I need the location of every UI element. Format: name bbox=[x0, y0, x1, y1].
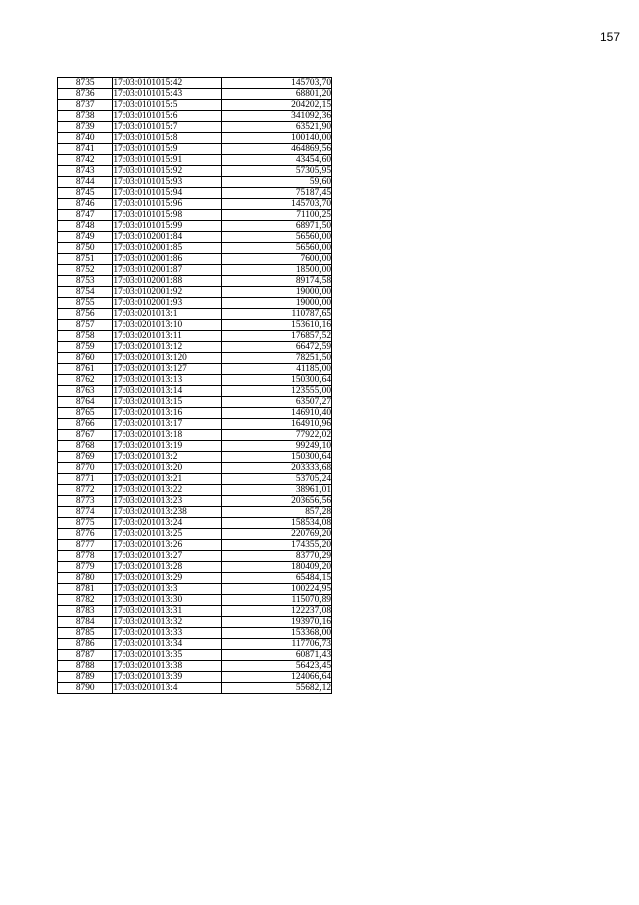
table-row bbox=[58, 144, 332, 155]
amount-cell: 193970,16 bbox=[222, 617, 332, 628]
amount-cell: 71100,25 bbox=[222, 210, 332, 221]
row-number-cell: 8780 bbox=[58, 573, 113, 584]
amount-cell: 145703,70 bbox=[222, 78, 332, 89]
table-row bbox=[58, 221, 332, 232]
row-number-cell: 8770 bbox=[58, 463, 113, 474]
amount-cell: 65484,15 bbox=[222, 573, 332, 584]
row-number-cell: 8759 bbox=[58, 342, 113, 353]
row-number-cell: 8749 bbox=[58, 232, 113, 243]
cadastral-code-cell: 17:03:0201013:13 bbox=[113, 375, 222, 386]
cadastral-code-cell: 17:03:0102001:92 bbox=[113, 287, 222, 298]
row-number-cell: 8738 bbox=[58, 111, 113, 122]
amount-cell: 68801,20 bbox=[222, 89, 332, 100]
row-number-cell: 8754 bbox=[58, 287, 113, 298]
row-number-cell: 8781 bbox=[58, 584, 113, 595]
table-row bbox=[58, 661, 332, 672]
table-row bbox=[58, 441, 332, 452]
cadastral-code-cell: 17:03:0101015:7 bbox=[113, 122, 222, 133]
cadastral-code-cell: 17:03:0201013:35 bbox=[113, 650, 222, 661]
table-row bbox=[58, 518, 332, 529]
cadastral-code-cell: 17:03:0101015:43 bbox=[113, 89, 222, 100]
amount-cell: 220769,20 bbox=[222, 529, 332, 540]
table-row bbox=[58, 496, 332, 507]
table-row bbox=[58, 507, 332, 518]
table-row bbox=[58, 386, 332, 397]
cadastral-code-cell: 17:03:0201013:33 bbox=[113, 628, 222, 639]
table-row bbox=[58, 133, 332, 144]
row-number-cell: 8750 bbox=[58, 243, 113, 254]
amount-cell: 78251,50 bbox=[222, 353, 332, 364]
cadastral-code-cell: 17:03:0101015:93 bbox=[113, 177, 222, 188]
cadastral-code-cell: 17:03:0101015:96 bbox=[113, 199, 222, 210]
amount-cell: 115070,89 bbox=[222, 595, 332, 606]
amount-cell: 19000,00 bbox=[222, 298, 332, 309]
table-row bbox=[58, 595, 332, 606]
amount-cell: 100140,00 bbox=[222, 133, 332, 144]
amount-cell: 150300,64 bbox=[222, 375, 332, 386]
table-row bbox=[58, 100, 332, 111]
row-number-cell: 8761 bbox=[58, 364, 113, 375]
table-row bbox=[58, 628, 332, 639]
table-row bbox=[58, 111, 332, 122]
amount-cell: 174355,20 bbox=[222, 540, 332, 551]
row-number-cell: 8743 bbox=[58, 166, 113, 177]
amount-cell: 43454,60 bbox=[222, 155, 332, 166]
table-row bbox=[58, 243, 332, 254]
cadastral-code-cell: 17:03:0101015:94 bbox=[113, 188, 222, 199]
amount-cell: 7600,00 bbox=[222, 254, 332, 265]
cadastral-code-cell: 17:03:0201013:10 bbox=[113, 320, 222, 331]
row-number-cell: 8752 bbox=[58, 265, 113, 276]
row-number-cell: 8763 bbox=[58, 386, 113, 397]
row-number-cell: 8745 bbox=[58, 188, 113, 199]
cadastral-code-cell: 17:03:0201013:14 bbox=[113, 386, 222, 397]
amount-cell: 153368,00 bbox=[222, 628, 332, 639]
row-number-cell: 8790 bbox=[58, 683, 113, 694]
row-number-cell: 8748 bbox=[58, 221, 113, 232]
table-row bbox=[58, 584, 332, 595]
row-number-cell: 8753 bbox=[58, 276, 113, 287]
row-number-cell: 8757 bbox=[58, 320, 113, 331]
row-number-cell: 8744 bbox=[58, 177, 113, 188]
cadastral-code-cell: 17:03:0201013:127 bbox=[113, 364, 222, 375]
amount-cell: 57305,95 bbox=[222, 166, 332, 177]
amount-cell: 122237,08 bbox=[222, 606, 332, 617]
table-row bbox=[58, 199, 332, 210]
row-number-cell: 8760 bbox=[58, 353, 113, 364]
cadastral-code-cell: 17:03:0101015:98 bbox=[113, 210, 222, 221]
cadastral-code-cell: 17:03:0201013:23 bbox=[113, 496, 222, 507]
row-number-cell: 8774 bbox=[58, 507, 113, 518]
row-number-cell: 8772 bbox=[58, 485, 113, 496]
row-number-cell: 8784 bbox=[58, 617, 113, 628]
amount-cell: 56560,00 bbox=[222, 243, 332, 254]
amount-cell: 146910,40 bbox=[222, 408, 332, 419]
table-row bbox=[58, 606, 332, 617]
row-number-cell: 8756 bbox=[58, 309, 113, 320]
table-row bbox=[58, 672, 332, 683]
amount-cell: 75187,45 bbox=[222, 188, 332, 199]
cadastral-code-cell: 17:03:0102001:87 bbox=[113, 265, 222, 276]
table-row bbox=[58, 287, 332, 298]
cadastral-code-cell: 17:03:0201013:20 bbox=[113, 463, 222, 474]
table-row bbox=[58, 375, 332, 386]
row-number-cell: 8747 bbox=[58, 210, 113, 221]
table-row bbox=[58, 265, 332, 276]
table-row bbox=[58, 430, 332, 441]
row-number-cell: 8737 bbox=[58, 100, 113, 111]
row-number-cell: 8783 bbox=[58, 606, 113, 617]
amount-cell: 99249,10 bbox=[222, 441, 332, 452]
amount-cell: 38961,01 bbox=[222, 485, 332, 496]
cadastral-code-cell: 17:03:0201013:24 bbox=[113, 518, 222, 529]
row-number-cell: 8735 bbox=[58, 78, 113, 89]
table-row bbox=[58, 342, 332, 353]
amount-cell: 203656,56 bbox=[222, 496, 332, 507]
cadastral-code-cell: 17:03:0201013:1 bbox=[113, 309, 222, 320]
amount-cell: 53705,24 bbox=[222, 474, 332, 485]
table-row bbox=[58, 188, 332, 199]
row-number-cell: 8755 bbox=[58, 298, 113, 309]
cadastral-code-cell: 17:03:0201013:39 bbox=[113, 672, 222, 683]
cadastral-code-cell: 17:03:0201013:25 bbox=[113, 529, 222, 540]
cadastral-code-cell: 17:03:0201013:21 bbox=[113, 474, 222, 485]
amount-cell: 153610,16 bbox=[222, 320, 332, 331]
amount-cell: 41185,00 bbox=[222, 364, 332, 375]
amount-cell: 117706,73 bbox=[222, 639, 332, 650]
amount-cell: 341092,36 bbox=[222, 111, 332, 122]
amount-cell: 464869,56 bbox=[222, 144, 332, 155]
row-number-cell: 8758 bbox=[58, 331, 113, 342]
row-number-cell: 8773 bbox=[58, 496, 113, 507]
row-number-cell: 8740 bbox=[58, 133, 113, 144]
amount-cell: 55682,12 bbox=[222, 683, 332, 694]
cadastral-code-cell: 17:03:0201013:18 bbox=[113, 430, 222, 441]
amount-cell: 18500,00 bbox=[222, 265, 332, 276]
table-row bbox=[58, 320, 332, 331]
row-number-cell: 8779 bbox=[58, 562, 113, 573]
amount-cell: 66472,59 bbox=[222, 342, 332, 353]
cadastral-code-cell: 17:03:0101015:9 bbox=[113, 144, 222, 155]
cadastral-code-cell: 17:03:0101015:8 bbox=[113, 133, 222, 144]
row-number-cell: 8751 bbox=[58, 254, 113, 265]
cadastral-code-cell: 17:03:0201013:19 bbox=[113, 441, 222, 452]
row-number-cell: 8788 bbox=[58, 661, 113, 672]
cadastral-code-cell: 17:03:0201013:238 bbox=[113, 507, 222, 518]
row-number-cell: 8766 bbox=[58, 419, 113, 430]
cadastral-code-cell: 17:03:0201013:26 bbox=[113, 540, 222, 551]
table-row bbox=[58, 419, 332, 430]
table-row bbox=[58, 573, 332, 584]
amount-cell: 124066,64 bbox=[222, 672, 332, 683]
table-row bbox=[58, 254, 332, 265]
table-row bbox=[58, 177, 332, 188]
table-row bbox=[58, 529, 332, 540]
row-number-cell: 8767 bbox=[58, 430, 113, 441]
data-table bbox=[57, 77, 332, 694]
amount-cell: 89174,58 bbox=[222, 276, 332, 287]
table-row bbox=[58, 89, 332, 100]
amount-cell: 77922,02 bbox=[222, 430, 332, 441]
cadastral-code-cell: 17:03:0201013:11 bbox=[113, 331, 222, 342]
page-number: 157 bbox=[599, 30, 620, 44]
cadastral-code-cell: 17:03:0102001:86 bbox=[113, 254, 222, 265]
table-row bbox=[58, 276, 332, 287]
cadastral-code-cell: 17:03:0201013:2 bbox=[113, 452, 222, 463]
cadastral-code-cell: 17:03:0101015:42 bbox=[113, 78, 222, 89]
cadastral-code-cell: 17:03:0201013:3 bbox=[113, 584, 222, 595]
table-row bbox=[58, 397, 332, 408]
cadastral-code-cell: 17:03:0101015:6 bbox=[113, 111, 222, 122]
row-number-cell: 8768 bbox=[58, 441, 113, 452]
cadastral-code-cell: 17:03:0201013:31 bbox=[113, 606, 222, 617]
row-number-cell: 8746 bbox=[58, 199, 113, 210]
amount-cell: 100224,95 bbox=[222, 584, 332, 595]
amount-cell: 56560,00 bbox=[222, 232, 332, 243]
row-number-cell: 8742 bbox=[58, 155, 113, 166]
row-number-cell: 8775 bbox=[58, 518, 113, 529]
cadastral-code-cell: 17:03:0201013:17 bbox=[113, 419, 222, 430]
amount-cell: 19000,00 bbox=[222, 287, 332, 298]
table-row bbox=[58, 485, 332, 496]
cadastral-code-cell: 17:03:0201013:27 bbox=[113, 551, 222, 562]
amount-cell: 180409,20 bbox=[222, 562, 332, 573]
row-number-cell: 8782 bbox=[58, 595, 113, 606]
cadastral-code-cell: 17:03:0201013:120 bbox=[113, 353, 222, 364]
table-row bbox=[58, 617, 332, 628]
cadastral-code-cell: 17:03:0102001:93 bbox=[113, 298, 222, 309]
cadastral-code-cell: 17:03:0201013:15 bbox=[113, 397, 222, 408]
row-number-cell: 8771 bbox=[58, 474, 113, 485]
cadastral-code-cell: 17:03:0102001:84 bbox=[113, 232, 222, 243]
cadastral-code-cell: 17:03:0101015:92 bbox=[113, 166, 222, 177]
table-row bbox=[58, 309, 332, 320]
table-row bbox=[58, 551, 332, 562]
cadastral-code-cell: 17:03:0201013:22 bbox=[113, 485, 222, 496]
amount-cell: 204202,15 bbox=[222, 100, 332, 111]
cadastral-code-cell: 17:03:0101015:91 bbox=[113, 155, 222, 166]
cadastral-code-cell: 17:03:0201013:29 bbox=[113, 573, 222, 584]
row-number-cell: 8787 bbox=[58, 650, 113, 661]
cadastral-code-cell: 17:03:0101015:99 bbox=[113, 221, 222, 232]
amount-cell: 176857,52 bbox=[222, 331, 332, 342]
amount-cell: 63507,27 bbox=[222, 397, 332, 408]
cadastral-code-cell: 17:03:0201013:38 bbox=[113, 661, 222, 672]
amount-cell: 110787,65 bbox=[222, 309, 332, 320]
amount-cell: 123555,00 bbox=[222, 386, 332, 397]
row-number-cell: 8785 bbox=[58, 628, 113, 639]
row-number-cell: 8778 bbox=[58, 551, 113, 562]
cadastral-code-cell: 17:03:0201013:4 bbox=[113, 683, 222, 694]
table-row bbox=[58, 650, 332, 661]
table-row bbox=[58, 364, 332, 375]
row-number-cell: 8762 bbox=[58, 375, 113, 386]
amount-cell: 158534,08 bbox=[222, 518, 332, 529]
amount-cell: 150300,64 bbox=[222, 452, 332, 463]
table-row bbox=[58, 562, 332, 573]
table-row bbox=[58, 639, 332, 650]
table-row bbox=[58, 683, 332, 694]
table-row bbox=[58, 331, 332, 342]
row-number-cell: 8789 bbox=[58, 672, 113, 683]
table-row bbox=[58, 122, 332, 133]
amount-cell: 56423,45 bbox=[222, 661, 332, 672]
cadastral-code-cell: 17:03:0201013:16 bbox=[113, 408, 222, 419]
row-number-cell: 8739 bbox=[58, 122, 113, 133]
table-row bbox=[58, 474, 332, 485]
row-number-cell: 8776 bbox=[58, 529, 113, 540]
amount-cell: 83770,29 bbox=[222, 551, 332, 562]
row-number-cell: 8777 bbox=[58, 540, 113, 551]
cadastral-code-cell: 17:03:0102001:85 bbox=[113, 243, 222, 254]
cadastral-code-cell: 17:03:0201013:32 bbox=[113, 617, 222, 628]
amount-cell: 145703,70 bbox=[222, 199, 332, 210]
table-row bbox=[58, 540, 332, 551]
cadastral-code-cell: 17:03:0201013:28 bbox=[113, 562, 222, 573]
row-number-cell: 8736 bbox=[58, 89, 113, 100]
cadastral-code-cell: 17:03:0201013:12 bbox=[113, 342, 222, 353]
row-number-cell: 8764 bbox=[58, 397, 113, 408]
table-row bbox=[58, 166, 332, 177]
table-row bbox=[58, 155, 332, 166]
table-body bbox=[58, 78, 332, 694]
cadastral-code-cell: 17:03:0102001:88 bbox=[113, 276, 222, 287]
row-number-cell: 8765 bbox=[58, 408, 113, 419]
cadastral-code-cell: 17:03:0201013:34 bbox=[113, 639, 222, 650]
table-row bbox=[58, 210, 332, 221]
table-row bbox=[58, 463, 332, 474]
amount-cell: 60871,43 bbox=[222, 650, 332, 661]
row-number-cell: 8741 bbox=[58, 144, 113, 155]
row-number-cell: 8786 bbox=[58, 639, 113, 650]
amount-cell: 68971,50 bbox=[222, 221, 332, 232]
amount-cell: 59,60 bbox=[222, 177, 332, 188]
table-row bbox=[58, 298, 332, 309]
table-row bbox=[58, 452, 332, 463]
amount-cell: 164910,96 bbox=[222, 419, 332, 430]
cadastral-code-cell: 17:03:0201013:30 bbox=[113, 595, 222, 606]
table-row bbox=[58, 78, 332, 89]
table-row bbox=[58, 353, 332, 364]
amount-cell: 857,28 bbox=[222, 507, 332, 518]
table-row bbox=[58, 232, 332, 243]
amount-cell: 63521,90 bbox=[222, 122, 332, 133]
amount-cell: 203333,68 bbox=[222, 463, 332, 474]
table-row bbox=[58, 408, 332, 419]
cadastral-code-cell: 17:03:0101015:5 bbox=[113, 100, 222, 111]
row-number-cell: 8769 bbox=[58, 452, 113, 463]
